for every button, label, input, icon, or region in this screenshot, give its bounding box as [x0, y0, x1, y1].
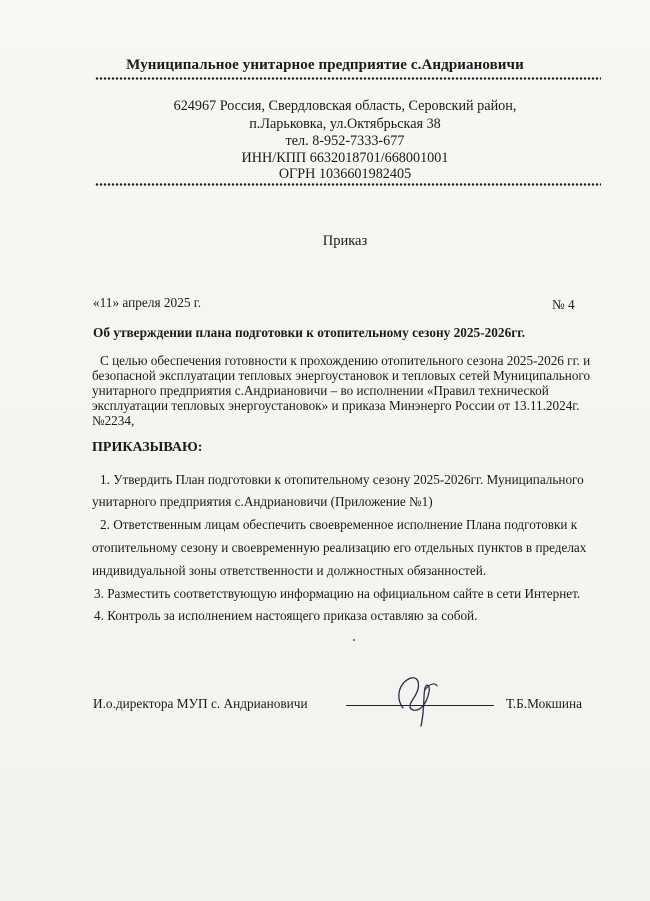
- address-line-2: п.Ларьковка, ул.Октябрьская 38: [249, 116, 441, 132]
- inn-kpp-line: ИНН/КПП 6632018701/668001001: [241, 150, 449, 166]
- order-number: № 4: [552, 297, 575, 312]
- preamble-line-5: №2234,: [92, 413, 135, 428]
- ogrn-line: ОГРН 1036601982405: [278, 166, 412, 182]
- handwritten-signature: [385, 668, 455, 730]
- phone-line: тел. 8-952-7333-677: [285, 133, 405, 149]
- document-type: Приказ: [322, 233, 368, 249]
- item-1-line-2: унитарного предприятия с.Андриановичи (Приложение №1): [92, 494, 433, 509]
- preamble-line-4: эксплуатации тепловых энергоустановок» и приказа Минэнерго России от 13.11.2024г.: [92, 398, 580, 413]
- item-1-line-1: 1. Утвердить План подготовки к отопительному сезону 2025-2026гг. Муниципального: [100, 472, 584, 487]
- organization-name: Муниципальное унитарное предприятие с.Андриановичи: [126, 57, 524, 73]
- header-divider-top: [95, 77, 601, 80]
- item-3-line-1: 3. Разместить соответствующую информацию на официальном сайте в сети Интернет.: [94, 586, 581, 601]
- item-2-line-1: 2. Ответственным лицам обеспечить своевременное исполнение Плана подготовки к: [100, 517, 578, 532]
- order-date: «11» апреля 2025 г.: [93, 295, 202, 310]
- order-word: ПРИКАЗЫВАЮ:: [92, 440, 203, 455]
- preamble-line-3: унитарного предприятия с.Андриановичи – во исполнении «Правил технической: [92, 383, 549, 398]
- speck: [353, 639, 355, 641]
- address-line-1: 624967 Россия, Свердловская область, Серовский район,: [173, 98, 517, 114]
- preamble-line-1: С целью обеспечения готовности к прохождению отопительного сезона 2025-2026 гг. и: [100, 353, 591, 368]
- item-2-line-3: индивидуальной зоны ответственности и должностных обязанностей.: [92, 563, 487, 578]
- signatory-name: Т.Б.Мокшина: [506, 696, 583, 711]
- item-4-line-1: 4. Контроль за исполнением настоящего приказа оставляю за собой.: [94, 608, 478, 623]
- preamble-line-2: безопасной эксплуатации тепловых энергоустановок и тепловых сетей Муниципального: [92, 368, 591, 383]
- item-2-line-2: отопительному сезону и своевременную реализацию его отдельных пунктов в пределах: [92, 540, 587, 555]
- header-divider-bottom: [95, 183, 601, 186]
- signatory-position: И.о.директора МУП с. Андриановичи: [93, 696, 308, 711]
- order-title: Об утверждении плана подготовки к отопительному сезону 2025-2026гг.: [93, 325, 526, 340]
